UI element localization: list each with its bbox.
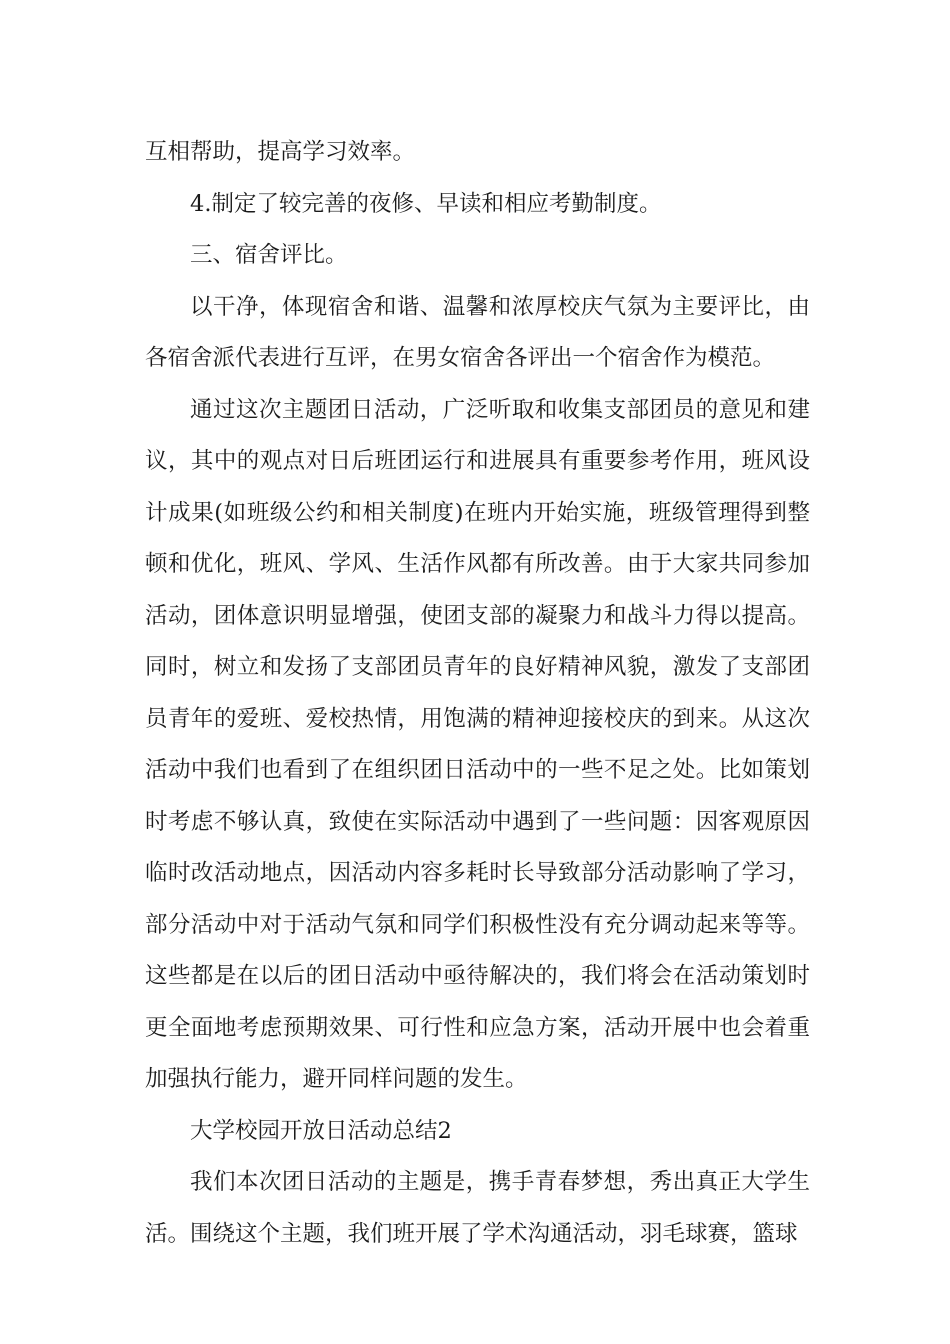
paragraph-theme: 我们本次团日活动的主题是，携手青春梦想，秀出真正大学生活。围绕这个主题，我们班开展了学术沟通活动，羽毛球赛，篮球 <box>145 1169 810 1247</box>
paragraph-item-4: 4.制定了较完善的夜修、早读和相应考勤制度。 <box>190 190 662 217</box>
section-heading-summary-2: 大学校园开放日活动总结2 <box>190 1117 452 1144</box>
paragraph-activity-summary: 通过这次主题团日活动，广泛听取和收集支部团员的意见和建议，其中的观点对日后班团运行和进展具有重要参考作用，班风设计成果(如班级公约和相关制度)在班内开始实施，班级管理得到整顿和优化，班风、学风、生活作风都有所改善。由于大家共同参加活动，团体意识明显增强，使团支部的凝聚力和战斗力得以提高。同时，树立和发扬了支部团员青年的良好精神风貌，激发了支部团员青年的爱班、爱校热情，用饱满的精神迎接校庆的到来。从这次活动中我们也看到了在组织团日活动中的一些不足之处。比如策划时考虑不够认真，致使在实际活动中遇到了一些问题：因客观原因临时改活动地点，因活动内容多耗时长导致部分活动影响了学习，部分活动中对于活动气氛和同学们积极性没有充分调动起来等等。这些都是在以后的团日活动中亟待解决的，我们将会在活动策划时更全面地考虑预期效果、可行性和应急方案，活动开展中也会着重加强执行能力，避开同样问题的发生。 <box>145 396 810 1092</box>
paragraph-dorm-evaluation: 以干净，体现宿舍和谐、温馨和浓厚校庆气氛为主要评比，由各宿舍派代表进行互评，在男女宿舍各评出一个宿舍作为模范。 <box>145 293 810 371</box>
document-body <box>145 127 810 1260</box>
section-heading-dorm-evaluation: 三、宿舍评比。 <box>190 242 348 268</box>
paragraph-continuation: 互相帮助，提高学习效率。 <box>145 139 416 165</box>
